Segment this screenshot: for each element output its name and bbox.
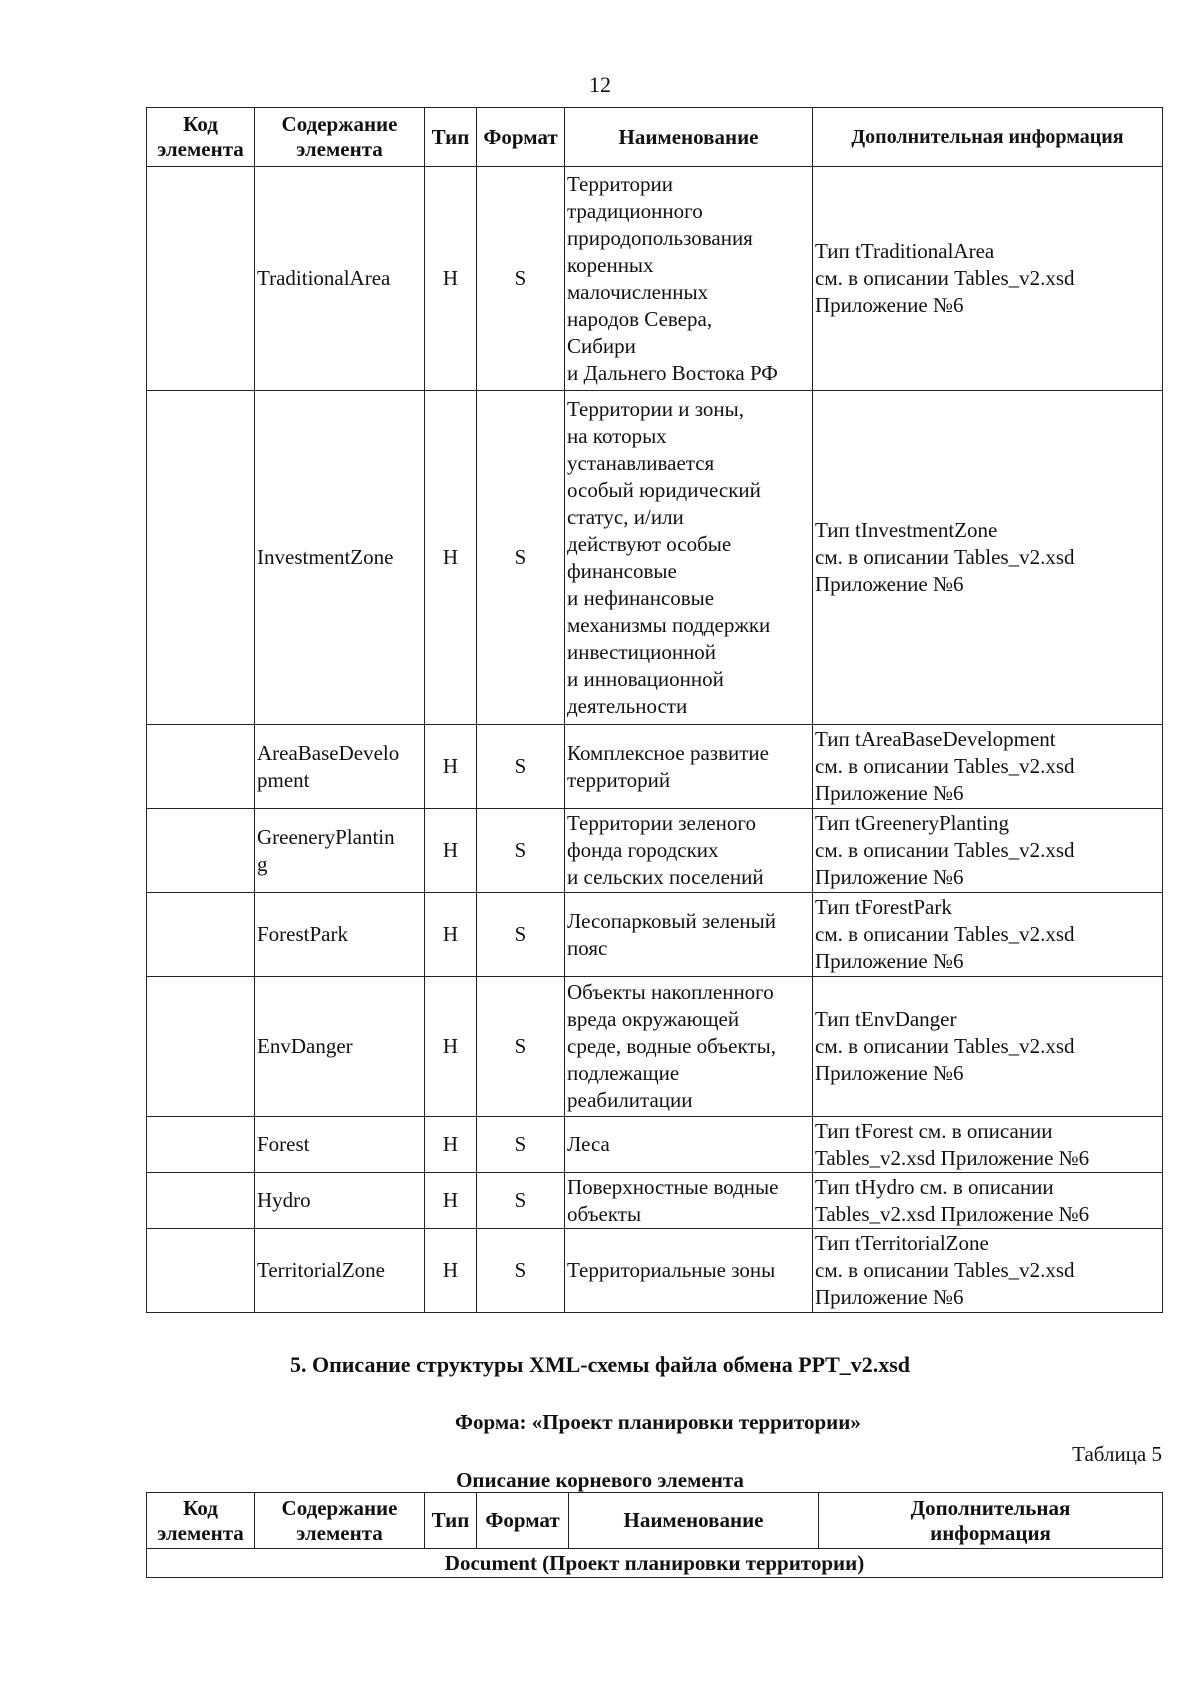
cell-format: S bbox=[477, 725, 565, 809]
cell-type: Н bbox=[425, 167, 477, 391]
cell-type: Н bbox=[425, 893, 477, 977]
cell-content: Forest bbox=[255, 1117, 425, 1173]
header-content: Содержание элемента bbox=[255, 108, 425, 167]
cell-type: Н bbox=[425, 1173, 477, 1229]
cell-format: S bbox=[477, 1117, 565, 1173]
cell-extra: Тип tInvestmentZone см. в описании Tables_v2.xsd Приложение №6 bbox=[813, 391, 1163, 725]
cell-content: Hydro bbox=[255, 1173, 425, 1229]
header-format: Формат bbox=[477, 1493, 569, 1549]
table-row bbox=[147, 977, 1163, 1117]
cell-name: Территориальные зоны bbox=[565, 1229, 813, 1313]
cell-content: TraditionalArea bbox=[255, 167, 425, 391]
header-type: Тип bbox=[425, 1493, 477, 1549]
cell-extra: Тип tHydro см. в описании Tables_v2.xsd Приложение №6 bbox=[813, 1173, 1163, 1229]
cell-code bbox=[147, 977, 255, 1117]
header-content: Содержание элемента bbox=[255, 1493, 425, 1549]
table-row bbox=[147, 1117, 1163, 1173]
cell-extra: Тип tTerritorialZone см. в описании Tables_v2.xsd Приложение №6 bbox=[813, 1229, 1163, 1313]
table-row bbox=[147, 1229, 1163, 1313]
cell-extra: Тип tTraditionalArea см. в описании Tables_v2.xsd Приложение №6 bbox=[813, 167, 1163, 391]
cell-name: Территории зеленого фонда городских и сельских поселений bbox=[565, 809, 813, 893]
section-heading: 5. Описание структуры XML-схемы файла обмена PPT_v2.xsd bbox=[289, 1352, 911, 1377]
cell-type: Н bbox=[425, 977, 477, 1117]
table-row bbox=[147, 809, 1163, 893]
cell-name: Комплексное развитие территорий bbox=[565, 725, 813, 809]
header-name: Наименование bbox=[565, 108, 813, 167]
cell-content: TerritorialZone bbox=[255, 1229, 425, 1313]
cell-content: GreeneryPlantin g bbox=[255, 809, 425, 893]
header-extra: Дополнительная информация bbox=[813, 108, 1163, 167]
cell-format: S bbox=[477, 977, 565, 1117]
form-heading: Форма: «Проект планировки территории» bbox=[455, 1410, 861, 1434]
table-label: Таблица 5 bbox=[1072, 1442, 1162, 1466]
elements-table-header bbox=[147, 108, 1163, 167]
root-table-header bbox=[147, 1493, 1163, 1549]
cell-type: Н bbox=[425, 391, 477, 725]
table-row bbox=[147, 893, 1163, 977]
cell-content: EnvDanger bbox=[255, 977, 425, 1117]
cell-format: S bbox=[477, 391, 565, 725]
root-element-table bbox=[146, 1492, 1163, 1578]
cell-code bbox=[147, 1229, 255, 1313]
cell-name: Поверхностные водные объекты bbox=[565, 1173, 813, 1229]
cell-code bbox=[147, 391, 255, 725]
cell-extra: Тип tForestPark см. в описании Tables_v2.xsd Приложение №6 bbox=[813, 893, 1163, 977]
document-row-label: Document (Проект планировки территории) bbox=[147, 1549, 1163, 1578]
cell-type: Н bbox=[425, 1117, 477, 1173]
cell-code bbox=[147, 167, 255, 391]
cell-format: S bbox=[477, 1173, 565, 1229]
cell-type: Н bbox=[425, 725, 477, 809]
cell-extra: Тип tEnvDanger см. в описании Tables_v2.xsd Приложение №6 bbox=[813, 977, 1163, 1117]
cell-format: S bbox=[477, 893, 565, 977]
cell-extra: Тип tForest см. в описании Tables_v2.xsd Приложение №6 bbox=[813, 1117, 1163, 1173]
cell-content: ForestPark bbox=[255, 893, 425, 977]
header-extra: Дополнительная информация bbox=[819, 1493, 1163, 1549]
cell-content: AreaBaseDevelo pment bbox=[255, 725, 425, 809]
cell-name: Территории традиционного природопользования коренных малочисленных народов Севера, Сибири и Дальнего Востока РФ bbox=[565, 167, 813, 391]
document-row bbox=[147, 1549, 1163, 1578]
page-number: 12 bbox=[589, 72, 611, 97]
cell-code bbox=[147, 1117, 255, 1173]
cell-type: Н bbox=[425, 1229, 477, 1313]
header-name: Наименование bbox=[569, 1493, 819, 1549]
cell-name: Лесопарковый зеленый пояс bbox=[565, 893, 813, 977]
cell-format: S bbox=[477, 809, 565, 893]
header-code: Код элемента bbox=[147, 1493, 255, 1549]
table-row bbox=[147, 725, 1163, 809]
cell-content: InvestmentZone bbox=[255, 391, 425, 725]
table-row bbox=[147, 1173, 1163, 1229]
cell-format: S bbox=[477, 1229, 565, 1313]
cell-name: Объекты накопленного вреда окружающей среде, водные объекты, подлежащие реабилитации bbox=[565, 977, 813, 1117]
cell-type: Н bbox=[425, 809, 477, 893]
table-caption: Описание корневого элемента bbox=[456, 1468, 744, 1492]
cell-name: Территории и зоны, на которых устанавливается особый юридический статус, и/или действуют особые финансовые и нефинансовые механизмы поддержки инвестиционной и инновационной деятельности bbox=[565, 391, 813, 725]
elements-table bbox=[146, 107, 1163, 1313]
table-row bbox=[147, 167, 1163, 391]
cell-extra: Тип tGreeneryPlanting см. в описании Tables_v2.xsd Приложение №6 bbox=[813, 809, 1163, 893]
cell-format: S bbox=[477, 167, 565, 391]
cell-extra: Тип tAreaBaseDevelopment см. в описании Tables_v2.xsd Приложение №6 bbox=[813, 725, 1163, 809]
cell-code bbox=[147, 1173, 255, 1229]
header-code: Код элемента bbox=[147, 108, 255, 167]
cell-code bbox=[147, 725, 255, 809]
cell-name: Леса bbox=[565, 1117, 813, 1173]
header-format: Формат bbox=[477, 108, 565, 167]
cell-code bbox=[147, 809, 255, 893]
header-type: Тип bbox=[425, 108, 477, 167]
cell-code bbox=[147, 893, 255, 977]
table-row bbox=[147, 391, 1163, 725]
